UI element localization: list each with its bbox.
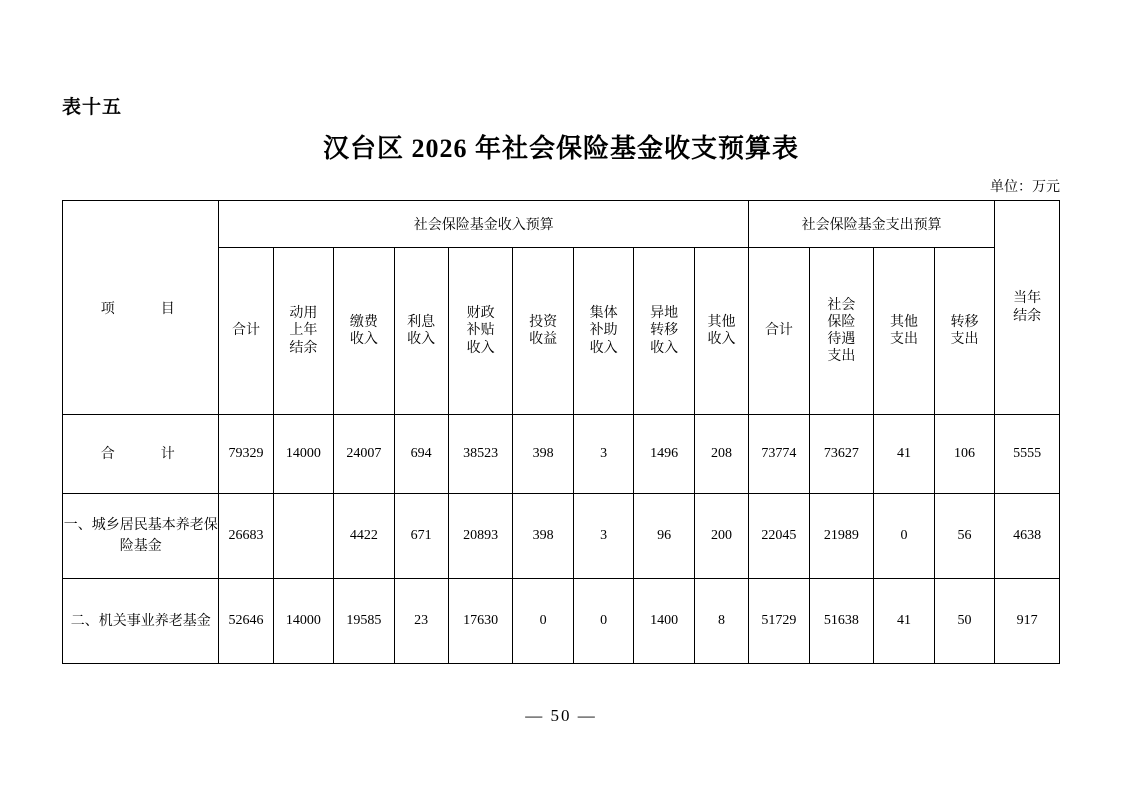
- cell-value: 73627: [809, 415, 874, 494]
- cell-value: 0: [513, 579, 573, 664]
- cell-value: 398: [513, 494, 573, 579]
- table-row: [63, 579, 1060, 664]
- cell-value: 106: [934, 415, 994, 494]
- cell-value: 694: [394, 415, 448, 494]
- cell-value: 23: [394, 579, 448, 664]
- budget-table: [62, 200, 1060, 664]
- header-item: 项 目: [63, 201, 219, 415]
- header-expenditure-total: 合计: [749, 248, 809, 415]
- cell-value: 22045: [749, 494, 809, 579]
- cell-value: 26683: [219, 494, 273, 579]
- cell-value: 24007: [334, 415, 394, 494]
- cell-value: 21989: [809, 494, 874, 579]
- table-row: [63, 415, 1060, 494]
- cell-value: 1400: [634, 579, 694, 664]
- cell-value: 917: [995, 579, 1060, 664]
- row-label: 合 计: [63, 415, 219, 494]
- header-other-expenditure: 其他 支出: [874, 248, 934, 415]
- cell-value: 56: [934, 494, 994, 579]
- cell-value: 20893: [448, 494, 513, 579]
- cell-value: 17630: [448, 579, 513, 664]
- table-label: 表十五: [62, 97, 123, 118]
- table-group-header-row: [63, 201, 1060, 248]
- budget-table-wrapper: [62, 200, 1060, 664]
- cell-value: 398: [513, 415, 573, 494]
- header-income-total: 合计: [219, 248, 273, 415]
- cell-value: 50: [934, 579, 994, 664]
- cell-value: 14000: [273, 415, 333, 494]
- header-contribution-income: 缴费 收入: [334, 248, 394, 415]
- header-income-group: 社会保险基金收入预算: [219, 201, 749, 248]
- cell-value: 51729: [749, 579, 809, 664]
- header-current-balance-label: 当年 结余: [1013, 291, 1042, 324]
- cell-value: 38523: [448, 415, 513, 494]
- cell-value: 41: [874, 415, 934, 494]
- cell-value: 73774: [749, 415, 809, 494]
- page-title: 汉台区 2026 年社会保险基金收支预算表: [322, 134, 799, 163]
- cell-value: 3: [573, 494, 633, 579]
- header-expenditure-group: 社会保险基金支出预算: [749, 201, 995, 248]
- unit-note: 单位：万元: [990, 180, 1060, 195]
- cell-value: 51638: [809, 579, 874, 664]
- cell-value: 4422: [334, 494, 394, 579]
- cell-value: 3: [573, 415, 633, 494]
- row-label: 一、城乡居民基本养老保险基金: [63, 494, 219, 579]
- header-fiscal-subsidy-income: 财政 补贴 收入: [448, 248, 513, 415]
- header-benefit-expenditure: 社会 保险 待遇 支出: [809, 248, 874, 415]
- cell-value: 4638: [995, 494, 1060, 579]
- header-investment-return: 投资 收益: [513, 248, 573, 415]
- page-footer: — 50 —: [525, 706, 597, 725]
- header-collective-subsidy-income: 集体 补助 收入: [573, 248, 633, 415]
- cell-value: 8: [694, 579, 748, 664]
- row-label: 二、机关事业养老基金: [63, 579, 219, 664]
- cell-value: 5555: [995, 415, 1060, 494]
- header-transfer-in-income: 异地 转移 收入: [634, 248, 694, 415]
- cell-value: 96: [634, 494, 694, 579]
- cell-value: 200: [694, 494, 748, 579]
- cell-value: 0: [573, 579, 633, 664]
- header-transfer-out-expenditure: 转移 支出: [934, 248, 994, 415]
- header-other-income: 其他 收入: [694, 248, 748, 415]
- cell-value: [273, 494, 333, 579]
- cell-value: 0: [874, 494, 934, 579]
- cell-value: 208: [694, 415, 748, 494]
- cell-value: 41: [874, 579, 934, 664]
- header-current-balance: [995, 201, 1060, 415]
- cell-value: 14000: [273, 579, 333, 664]
- cell-value: 52646: [219, 579, 273, 664]
- header-interest-income: 利息 收入: [394, 248, 448, 415]
- cell-value: 671: [394, 494, 448, 579]
- cell-value: 1496: [634, 415, 694, 494]
- cell-value: 79329: [219, 415, 273, 494]
- cell-value: 19585: [334, 579, 394, 664]
- table-row: [63, 494, 1060, 579]
- header-use-prior-balance: 动用 上年 结余: [273, 248, 333, 415]
